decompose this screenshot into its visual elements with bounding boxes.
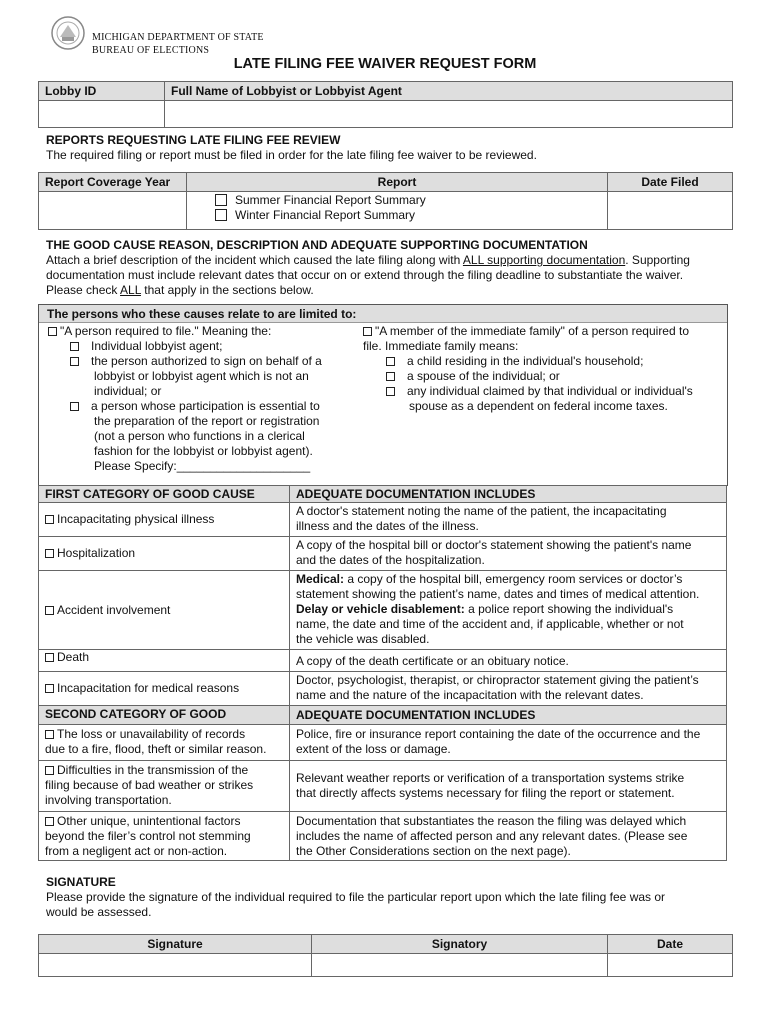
- lobbyist-name-field[interactable]: [165, 101, 733, 128]
- reports-text: The required filing or report must be filed in order for the late filing fee waiver to be reviewed.: [46, 148, 537, 162]
- signature-col-header: Signature: [39, 935, 312, 954]
- form-title: LATE FILING FEE WAIVER REQUEST FORM: [233, 56, 537, 72]
- hospitalization-label: Hospitalization: [57, 546, 136, 560]
- spouse-label: a spouse of the individual; or: [407, 369, 560, 383]
- essential-person-option[interactable]: [70, 399, 320, 414]
- report-header: Report: [187, 173, 608, 192]
- doc-line: name and the nature of the incapacitation with the relevant dates.: [296, 688, 644, 702]
- spouse-option[interactable]: [386, 369, 560, 384]
- medical-text: a copy of the hospital bill, emergency room services or doctor’s: [344, 572, 683, 586]
- good-cause-heading: THE GOOD CAUSE REASON, DESCRIPTION AND ADEQUATE SUPPORTING DOCUMENTATION: [46, 238, 588, 252]
- delay-label: Delay or vehicle disablement:: [296, 602, 465, 616]
- spouse-checkbox[interactable]: [386, 372, 395, 381]
- transmission-cont1: filing because of bad weather or strikes: [45, 778, 254, 792]
- doc-line: includes the name of affected person and any relevant dates. (Please see: [296, 829, 688, 843]
- doc-line: that directly affects systems necessary for filing the report or statement.: [296, 786, 675, 800]
- doc-line: Police, fire or insurance report containing the date of the occurrence and the: [296, 727, 701, 741]
- signature-line2: would be assessed.: [46, 905, 152, 919]
- authorized-person-checkbox[interactable]: [70, 357, 79, 366]
- lobby-id-field[interactable]: [39, 101, 165, 128]
- individual-lobbyist-checkbox[interactable]: [70, 342, 79, 351]
- loss-records-cont: due to a fire, flood, theft or similar reason.: [45, 742, 267, 756]
- incapacitation-checkbox[interactable]: [45, 684, 54, 693]
- essential-person-cont2: (not a person who functions in a clerical: [94, 429, 305, 443]
- delay-text: a police report showing the individual's: [464, 602, 674, 616]
- individual-lobbyist-label: Individual lobbyist agent;: [91, 339, 223, 353]
- signature-field[interactable]: [39, 954, 312, 977]
- person-required-checkbox[interactable]: [48, 327, 57, 336]
- signature-table: [38, 934, 733, 977]
- other-factors-cont2: from a negligent act or non-action.: [45, 844, 228, 858]
- lobby-table: [38, 81, 733, 128]
- dependent-checkbox[interactable]: [386, 387, 395, 396]
- family-member-cont: file. Immediate family means:: [363, 339, 519, 353]
- transmission-label: Difficulties in the transmission of the: [57, 763, 249, 777]
- other-factors-cont1: beyond the filer’s control not stemming: [45, 829, 251, 843]
- family-member-checkbox[interactable]: [363, 327, 372, 336]
- person-required-option[interactable]: [48, 324, 271, 339]
- illness-doc: [290, 503, 727, 537]
- hospitalization-option[interactable]: [39, 537, 290, 571]
- doc-line: illness and the dates of the illness.: [296, 519, 479, 533]
- loss-records-label: The loss or unavailability of records: [57, 727, 246, 741]
- summer-report-label: Summer Financial Report Summary: [235, 193, 426, 207]
- dependent-label: any individual claimed by that individual or individual's: [407, 384, 693, 398]
- person-required-label: "A person required to file." Meaning the:: [60, 324, 272, 338]
- authorized-person-cont2: individual; or: [94, 384, 162, 398]
- death-doc: [290, 650, 727, 672]
- accident-doc: [290, 571, 727, 650]
- other-factors-doc: [290, 812, 727, 861]
- loss-records-option[interactable]: [39, 725, 290, 761]
- dependent-cont: spouse as a dependent on federal income taxes.: [409, 399, 668, 413]
- doc-line: and the dates of the hospitalization.: [296, 553, 485, 567]
- other-factors-checkbox[interactable]: [45, 817, 54, 826]
- all-supporting-docs-text: ALL supporting documentation: [462, 253, 626, 267]
- doc-line: A copy of the death certificate or an obituary notice.: [296, 654, 569, 668]
- signature-text: [46, 890, 736, 920]
- death-option[interactable]: [39, 650, 290, 672]
- signatory-field[interactable]: [312, 954, 608, 977]
- first-category-table: [38, 485, 727, 861]
- authorized-person-label: the person authorized to sign on behalf of a: [91, 354, 322, 368]
- report-options: [187, 192, 608, 230]
- accident-checkbox[interactable]: [45, 606, 54, 615]
- winter-report-label: Winter Financial Report Summary: [235, 208, 416, 222]
- medical-label: Medical:: [296, 572, 345, 586]
- transmission-checkbox[interactable]: [45, 766, 54, 775]
- other-factors-label: Other unique, unintentional factors: [57, 814, 241, 828]
- doc-line: Doctor, psychologist, therapist, or chiropractor statement giving the patient’s: [296, 673, 699, 687]
- lobby-id-header: Lobby ID: [39, 82, 165, 101]
- accident-label: Accident involvement: [57, 602, 171, 617]
- doc-line: the Other Considerations section on the next page).: [296, 844, 571, 858]
- illness-label: Incapacitating physical illness: [57, 512, 215, 526]
- good-cause-line3: Please check: [46, 283, 121, 297]
- accident-option[interactable]: [39, 571, 290, 650]
- child-checkbox[interactable]: [386, 357, 395, 366]
- child-option[interactable]: [386, 354, 643, 369]
- lobbyist-name-header: Full Name of Lobbyist or Lobbyist Agent: [165, 82, 733, 101]
- authorized-person-option[interactable]: [70, 354, 322, 369]
- incapacitation-label: Incapacitation for medical reasons: [57, 681, 240, 695]
- second-doc-header: ADEQUATE DOCUMENTATION INCLUDES: [290, 706, 727, 725]
- doc-line: Documentation that substantiates the reason the filing was delayed which: [296, 814, 687, 828]
- delay-cont1: name, the date and time of the accident and, if applicable, whether or not: [296, 617, 684, 631]
- good-cause-line2: documentation must include relevant dates that occur on or extend through the filing deadline to substantiate the waiver.: [46, 268, 684, 282]
- transmission-cont2: involving transportation.: [45, 793, 172, 807]
- family-member-label: "A member of the immediate family" of a person required to: [375, 324, 689, 338]
- incapacitation-option[interactable]: [39, 672, 290, 706]
- agency-name: [92, 31, 264, 57]
- signature-date-field[interactable]: [608, 954, 733, 977]
- date-col-header: Date: [608, 935, 733, 954]
- good-cause-line3-end: that apply in the sections below.: [140, 283, 314, 297]
- second-category-header: SECOND CATEGORY OF GOOD: [39, 706, 290, 725]
- all-emphasis: ALL: [120, 283, 141, 297]
- essential-person-cont3: fashion for the lobbyist or lobbyist agent).: [94, 444, 313, 458]
- essential-person-checkbox[interactable]: [70, 402, 79, 411]
- loss-records-doc: [290, 725, 727, 761]
- michigan-seal-icon: [50, 15, 86, 51]
- agency-line-2: BUREAU OF ELECTIONS: [92, 45, 210, 56]
- please-specify-field[interactable]: Please Specify:____________________: [94, 459, 311, 473]
- illness-checkbox[interactable]: [45, 515, 54, 524]
- good-cause-line1: Attach a brief description of the incident which caused the late filing along with: [46, 253, 463, 267]
- signature-heading: SIGNATURE: [46, 875, 116, 889]
- first-doc-header: ADEQUATE DOCUMENTATION INCLUDES: [290, 486, 727, 503]
- hospitalization-doc: [290, 537, 727, 571]
- report-year-field[interactable]: [39, 192, 187, 230]
- doc-line: A copy of the hospital bill or doctor's statement showing the patient's name: [296, 538, 692, 552]
- dependent-option[interactable]: [386, 384, 693, 399]
- essential-person-cont1: the preparation of the report or registration: [94, 414, 320, 428]
- other-factors-option[interactable]: [39, 812, 290, 861]
- incapacitation-doc: [290, 672, 727, 706]
- essential-person-label: a person whose participation is essential to: [91, 399, 320, 413]
- illness-option[interactable]: [39, 503, 290, 537]
- transmission-doc: [290, 761, 727, 812]
- winter-report-checkbox[interactable]: [215, 209, 227, 221]
- child-label: a child residing in the individual's household;: [407, 354, 644, 368]
- signature-line1: Please provide the signature of the individual required to file the particular report upon which the late filing fee was or: [46, 890, 666, 904]
- delay-cont2: the vehicle was disabled.: [296, 632, 430, 646]
- loss-records-checkbox[interactable]: [45, 730, 54, 739]
- summer-report-option[interactable]: [215, 193, 601, 208]
- family-member-option[interactable]: [363, 324, 689, 339]
- first-category-header: FIRST CATEGORY OF GOOD CAUSE: [39, 486, 290, 503]
- individual-lobbyist-option[interactable]: [70, 339, 222, 354]
- reports-heading: REPORTS REQUESTING LATE FILING FEE REVIEW: [46, 133, 341, 147]
- medical-cont: statement showing the patient’s name, dates and times of medical attention.: [296, 587, 700, 601]
- date-filed-header: Date Filed: [608, 173, 733, 192]
- winter-report-option[interactable]: [215, 208, 601, 223]
- authorized-person-cont1: lobbyist or lobbyist agent which is not an: [94, 369, 309, 383]
- death-label: Death: [57, 650, 90, 664]
- report-table: [38, 172, 733, 230]
- agency-line-1: MICHIGAN DEPARTMENT OF STATE: [92, 32, 264, 43]
- doc-line: extent of the loss or damage.: [296, 742, 451, 756]
- good-cause-text: [46, 253, 736, 298]
- good-cause-line1-end: . Supporting: [625, 253, 690, 267]
- doc-line: A doctor's statement noting the name of the patient, the incapacitating: [296, 504, 667, 518]
- doc-line: Relevant weather reports or verification of a transportation systems strike: [296, 771, 685, 785]
- report-year-header: Report Coverage Year: [39, 173, 187, 192]
- transmission-option[interactable]: [39, 761, 290, 812]
- death-checkbox[interactable]: [45, 653, 54, 662]
- summer-report-checkbox[interactable]: [215, 194, 227, 206]
- date-filed-field[interactable]: [608, 192, 733, 230]
- signatory-col-header: Signatory: [312, 935, 608, 954]
- persons-heading: The persons who these causes relate to are limited to:: [39, 305, 727, 323]
- hospitalization-checkbox[interactable]: [45, 549, 54, 558]
